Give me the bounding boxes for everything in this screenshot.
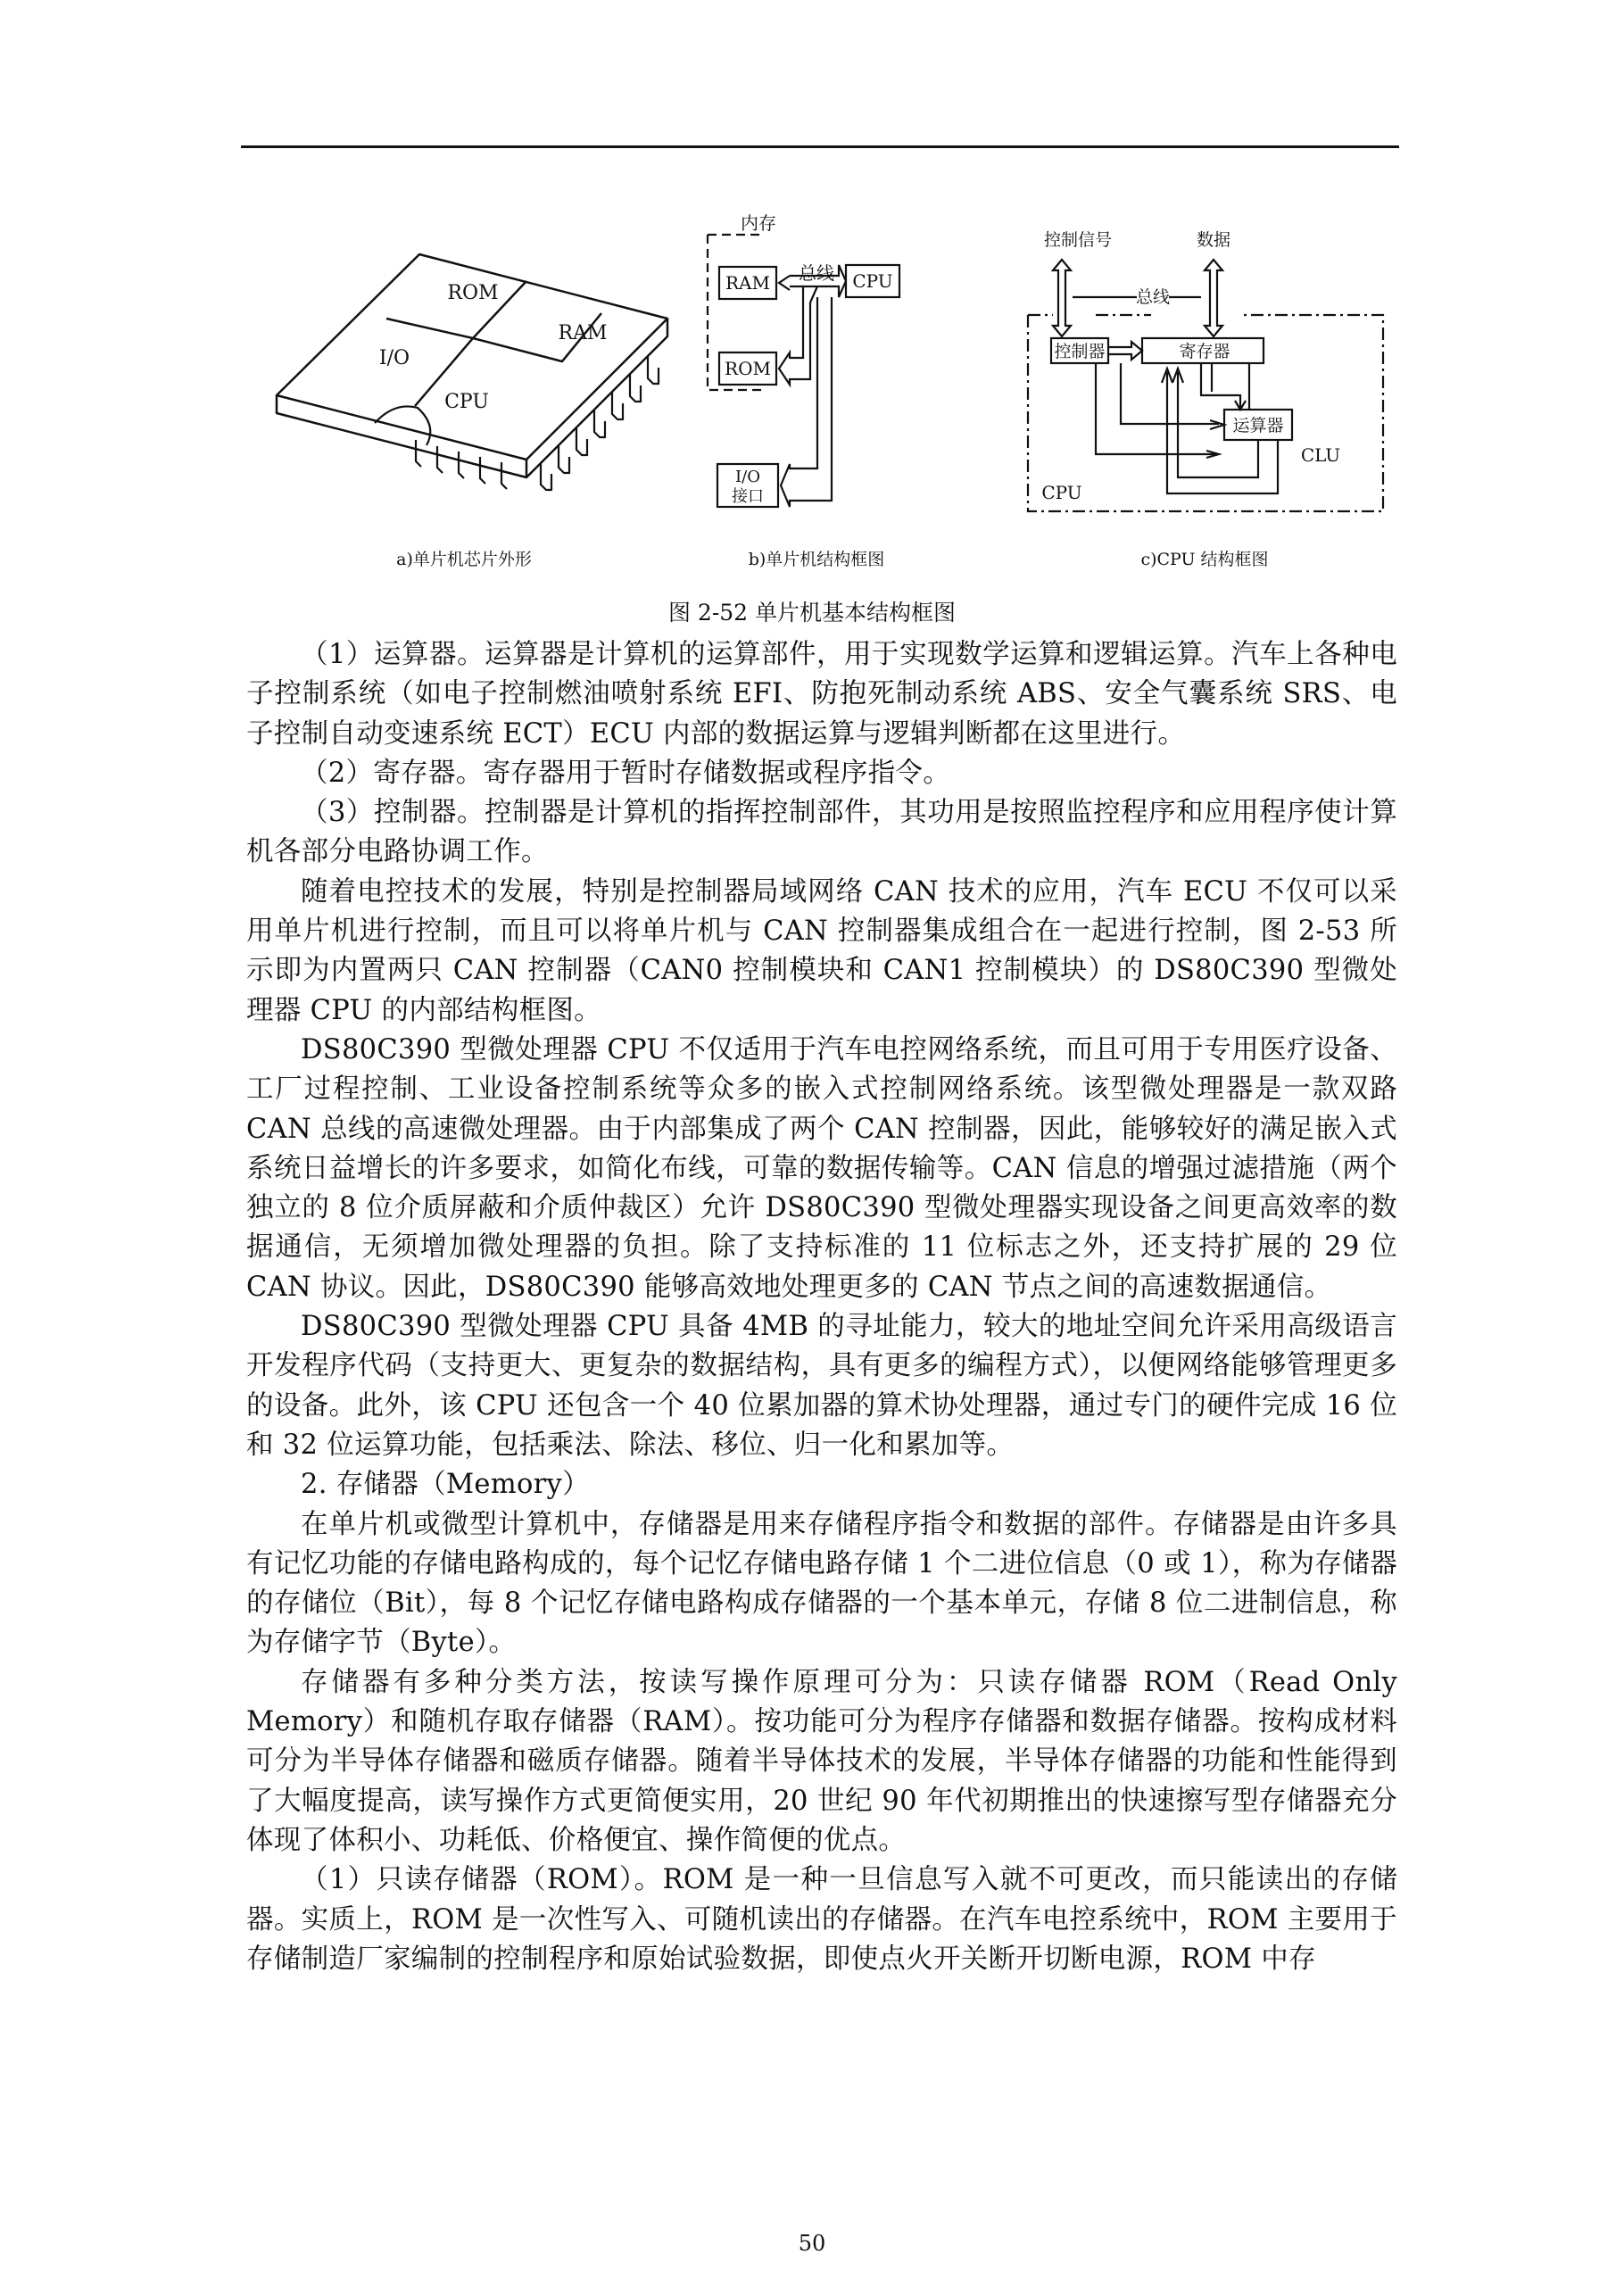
mcu-label-bus: 总线 <box>799 262 834 284</box>
mcu-label-memory: 内存 <box>741 212 776 234</box>
subcaption-c: c)CPU 结构框图 <box>1140 550 1269 569</box>
paragraph: （2）寄存器。寄存器用于暂时存储数据或程序指令。 <box>301 757 951 789</box>
paragraph: （1）运算器。运算器是计算机的运算部件，用于实现数学运算和逻辑运算。汽车上各种电子控制系统（如电子控制燃油喷射系统 EFI、防抱死制动系统 ABS、安全气囊系统 SRS、电子控制自动变速系统 ECT）ECU 内部的数据运算与逻辑判断都在这里进行。 <box>246 639 1397 750</box>
cpu-label-cpu: CPU <box>1041 482 1082 503</box>
paragraph: DS80C390 型微处理器 CPU 具备 4MB 的寻址能力，较大的地址空间允许采用高级语言开发程序代码（支持更大、更复杂的数据结构，具有更多的编程方式），以便网络能够管理更多的设备。此外，该 CPU 还包含一个 40 位累加器的算术协处理器，通过专门的硬件完成 16 位和 32 位运算功能，包括乘法、除法、移位、归一化和累加等。 <box>246 1311 1397 1461</box>
page-number: 50 <box>798 2231 826 2256</box>
mcu-label-cpu: CPU <box>852 270 893 292</box>
figure-2-52 <box>259 201 1392 593</box>
cpu-label-bus: 总线 <box>1135 287 1171 307</box>
section-heading: 2. 存储器（Memory） <box>301 1469 590 1501</box>
mcu-label-ram: RAM <box>725 272 770 294</box>
header-rule <box>241 145 1399 148</box>
cpu-label-data: 数据 <box>1196 230 1231 250</box>
chip-label-io: I/O <box>378 347 410 369</box>
cpu-label-register: 寄存器 <box>1179 342 1230 361</box>
mcu-label-io: I/O <box>735 468 760 486</box>
mcu-label-interface: 接口 <box>732 487 764 506</box>
mcu-label-rom: ROM <box>725 358 771 379</box>
body-text <box>246 635 1397 1979</box>
paragraph: DS80C390 型微处理器 CPU 不仅适用于汽车电控网络系统，而且可用于专用医疗设备、工厂过程控制、工业设备控制系统等众多的嵌入式控制网络系统。该型微处理器是一款双路 CAN 总线的高速微处理器。由于内部集成了两个 CAN 控制器，因此，能够较好的满足嵌入式系统日益增长的许多要求，如简化布线，可靠的数据传输等。CAN 信息的增强过滤措施（两个独立的 8 位介质屏蔽和介质仲裁区）允许 DS80C390 型微处理器实现设备之间更高效率的数据通信，无须增加微处理器的负担。除了支持标准的 11 位标志之外，还支持扩展的 29 位 CAN 协议。因此，DS80C390 能够高效地处理更多的 CAN 节点之间的高速数据通信。 <box>246 1033 1397 1303</box>
paragraph: 存储器有多种分类方法，按读写操作原理可分为：只读存储器 ROM（Read Only Memory）和随机存取存储器（RAM）。按功能可分为程序存储器和数据存储器。按构成材料可分为半导体存储器和磁质存储器。随着半导体技术的发展，半导体存储器的功能和性能得到了大幅度提高，读写操作方式更简便实用，20 世纪 90 年代初期推出的快速擦写型存储器充分体现了体积小、功耗低、价格便宜、操作简便的优点。 <box>246 1666 1397 1856</box>
cpu-block-diagram <box>1026 226 1390 520</box>
paragraph: 在单片机或微型计算机中，存储器是用来存储程序指令和数据的部件。存储器是由许多具有记忆功能的存储电路构成的，每个记忆存储电路存储 1 个二进位信息（0 或 1），称为存储器的存储位（Bit），每 8 个记忆存储电路构成存储器的一个基本单元，存储 8 位二进制信息，称为存储字节（Byte）。 <box>246 1508 1397 1659</box>
figure-caption: 图 2-52 单片机基本结构框图 <box>667 600 957 626</box>
cpu-label-control-signal: 控制信号 <box>1043 230 1113 250</box>
cpu-label-clu: CLU <box>1300 444 1341 466</box>
cpu-label-alu: 运算器 <box>1232 416 1284 435</box>
chip-label-ram: RAM <box>558 322 608 344</box>
chip-label-cpu: CPU <box>444 391 489 413</box>
cpu-label-controller: 控制器 <box>1054 342 1106 361</box>
paragraph: 随着电控技术的发展，特别是控制器局域网络 CAN 技术的应用，汽车 ECU 不仅可以采用单片机进行控制，而且可以将单片机与 CAN 控制器集成组合在一起进行控制，图 2-53 所示即为内置两只 CAN 控制器（CAN0 控制模块和 CAN1 控制模块）的 DS80C390 型微处理器 CPU 的内部结构框图。 <box>246 875 1397 1026</box>
subcaption-a: a)单片机芯片外形 <box>396 550 532 569</box>
paragraph: （1）只读存储器（ROM）。ROM 是一种一旦信息写入就不可更改，而只能读出的存储器。实质上，ROM 是一次性写入、可随机读出的存储器。在汽车电控系统中，ROM 主要用于存储制造厂家编制的控制程序和原始试验数据，即使点火开关断开切断电源，ROM 中存 <box>246 1864 1397 1975</box>
chip-label-rom: ROM <box>447 282 499 304</box>
mcu-block-diagram <box>705 210 964 518</box>
paragraph: （3）控制器。控制器是计算机的指挥控制部件，其功用是按照监控程序和应用程序使计算机各部分电路协调工作。 <box>246 797 1397 868</box>
chip-outline-diagram <box>259 201 678 522</box>
subcaption-b: b)单片机结构框图 <box>748 550 885 569</box>
